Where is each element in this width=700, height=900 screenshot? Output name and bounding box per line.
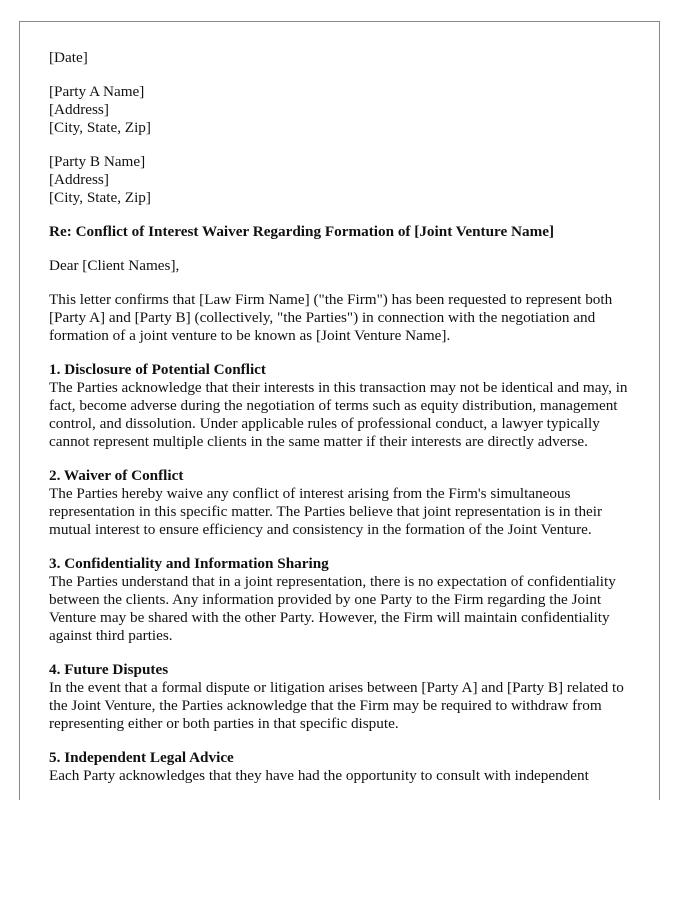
party-a-address-block <box>49 83 639 137</box>
letter-subject: Re: Conflict of Interest Waiver Regarding Formation of [Joint Venture Name] <box>49 223 555 240</box>
letter-intro: This letter confirms that [Law Firm Name] ("the Firm") has been requested to represent both [Party A] and [Party B] (collectively, "the Parties") in connection with the negotiation and formation of a joint venture to be known as [Joint Venture Name]. <box>49 291 613 344</box>
section-body: In the event that a formal dispute or litigation arises between [Party A] and [Party B] related to the Joint Venture, the Parties acknowledge that the Firm may be required to withdraw from representing either or both parties in that specific dispute. <box>49 679 624 732</box>
section-body: Each Party acknowledges that they have had the opportunity to consult with independent <box>49 767 589 784</box>
section-heading: 1. Disclosure of Potential Conflict <box>49 361 266 378</box>
section-heading: 2. Waiver of Conflict <box>49 467 184 484</box>
section-body: The Parties acknowledge that their interests in this transaction may not be identical and may, in fact, become adverse during the negotiation of terms such as equity distribution, management control, and dissolution. Under applicable rules of professional conduct, a lawyer typically cannot represent multiple clients in the same matter if their interests are directly adverse. <box>49 379 628 450</box>
party-a-address: [Address] <box>49 101 109 118</box>
letter-page <box>19 21 660 800</box>
party-b-address: [Address] <box>49 171 109 188</box>
party-a-name: [Party A Name] <box>49 83 145 100</box>
section-future-disputes <box>49 661 639 733</box>
party-b-address-block <box>49 153 639 207</box>
section-heading: 3. Confidentiality and Information Sharing <box>49 555 329 572</box>
party-b-name: [Party B Name] <box>49 153 146 170</box>
letter-body <box>49 49 639 800</box>
section-body: The Parties understand that in a joint representation, there is no expectation of confidentiality between the clients. Any information provided by one Party to the Firm regarding the Joint Venture may be shared with the other Party. However, the Firm will maintain confidentiality against third parties. <box>49 573 616 644</box>
section-body: The Parties hereby waive any conflict of interest arising from the Firm's simultaneous representation in this specific matter. The Parties believe that joint representation is in their mutual interest to ensure efficiency and consistency in the formation of the Joint Venture. <box>49 485 603 538</box>
section-heading: 5. Independent Legal Advice <box>49 749 234 766</box>
section-heading: 4. Future Disputes <box>49 661 169 678</box>
section-disclosure <box>49 361 639 451</box>
party-b-city: [City, State, Zip] <box>49 189 151 206</box>
section-independent-advice <box>49 749 639 785</box>
letter-date: [Date] <box>49 49 88 66</box>
date-block <box>49 49 639 67</box>
section-confidentiality <box>49 555 639 645</box>
letter-salutation: Dear [Client Names], <box>49 257 180 274</box>
party-a-city: [City, State, Zip] <box>49 119 151 136</box>
section-waiver <box>49 467 639 539</box>
